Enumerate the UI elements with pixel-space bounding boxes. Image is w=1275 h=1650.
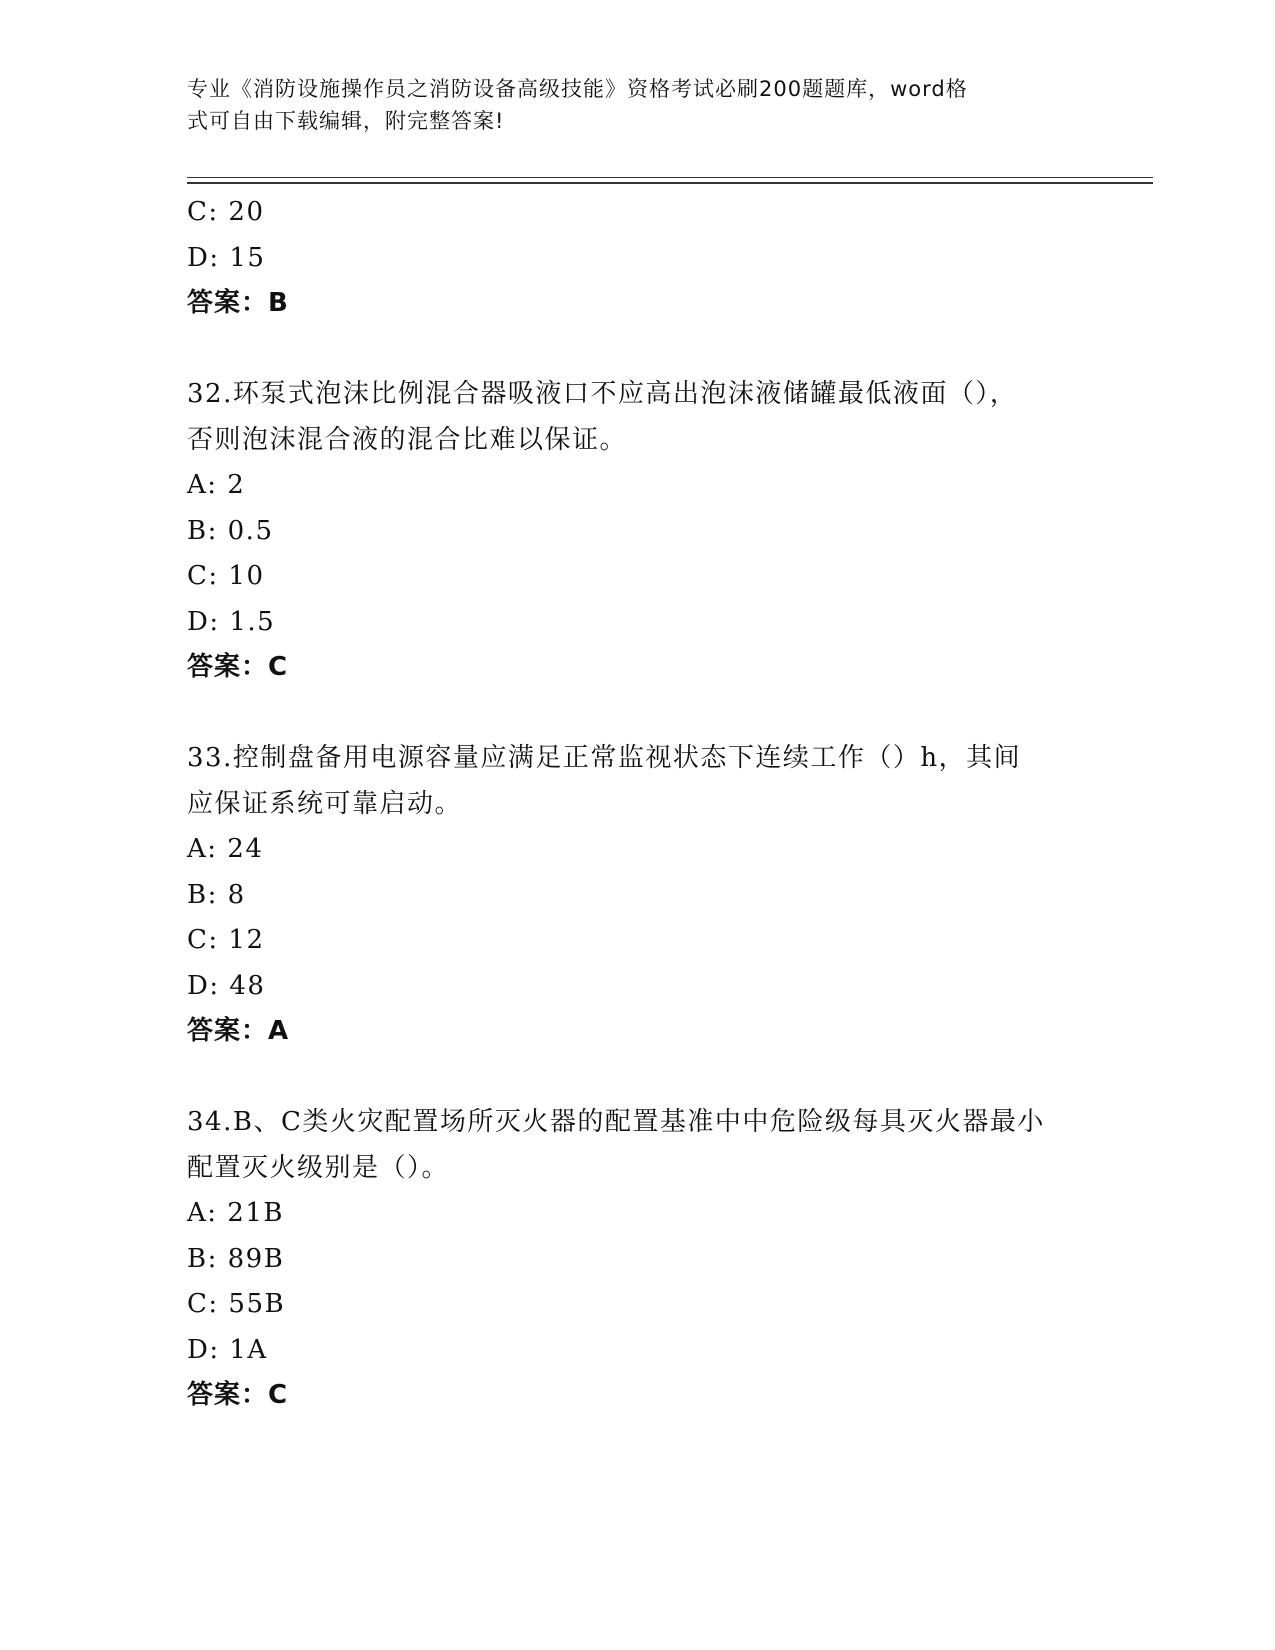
header-divider-thick <box>187 182 1153 184</box>
option-d: D: 1A <box>187 1334 268 1365</box>
option-c: C: 10 <box>187 561 265 591</box>
spacer <box>187 327 1087 373</box>
header-line-2: 式可自由下载编辑，附完整答案! <box>187 109 505 133</box>
option-d: D: 1.5 <box>187 606 276 637</box>
question-34 <box>187 1100 1087 1419</box>
question-stem-line-1: 32.环泵式泡沫比例混合器吸液口不应高出泡沫液储罐最低液面（）， <box>187 379 1018 409</box>
option-a: A: 21B <box>187 1198 284 1228</box>
question-stem-line-2: 否则泡沫混合液的混合比难以保证。 <box>187 424 628 455</box>
document-header <box>187 73 1067 137</box>
option-c: C: 55B <box>187 1289 286 1319</box>
header-line-1: 专业《消防设施操作员之消防设备高级技能》资格考试必刷200题题库，word格 <box>187 77 968 101</box>
option-b: B: 89B <box>187 1243 285 1274</box>
option-a: A: 2 <box>187 470 246 500</box>
option-b: B: 8 <box>187 879 246 910</box>
question-stem-line-1: 33.控制盘备用电源容量应满足正常监视状态下连续工作（）h，其间 <box>187 743 1022 773</box>
question-stem-line-2: 配置灭火级别是（）。 <box>187 1152 450 1183</box>
option-b: B: 0.5 <box>187 515 274 546</box>
answer-line: 答案：C <box>187 1380 289 1410</box>
spacer <box>187 1055 1087 1101</box>
option-d: D: 48 <box>187 970 266 1001</box>
header-divider-thin <box>187 177 1153 178</box>
option-c: C: 12 <box>187 925 265 955</box>
spacer <box>187 691 1087 737</box>
question-list <box>187 190 1087 1419</box>
answer-line: 答案：B <box>187 288 289 318</box>
answer-line: 答案：C <box>187 652 289 682</box>
question-33 <box>187 736 1087 1055</box>
question-stem-line-2: 应保证系统可靠启动。 <box>187 788 463 819</box>
option-d: D: 15 <box>187 242 266 273</box>
option-c: C: 20 <box>187 197 265 227</box>
question-stem-line-1: 34.B、C类火灾配置场所灭火器的配置基准中中危险级每具灭火器最小 <box>187 1107 1045 1137</box>
question-31-tail <box>187 190 1087 327</box>
question-32 <box>187 372 1087 691</box>
option-a: A: 24 <box>187 834 264 864</box>
answer-line: 答案：A <box>187 1016 290 1046</box>
